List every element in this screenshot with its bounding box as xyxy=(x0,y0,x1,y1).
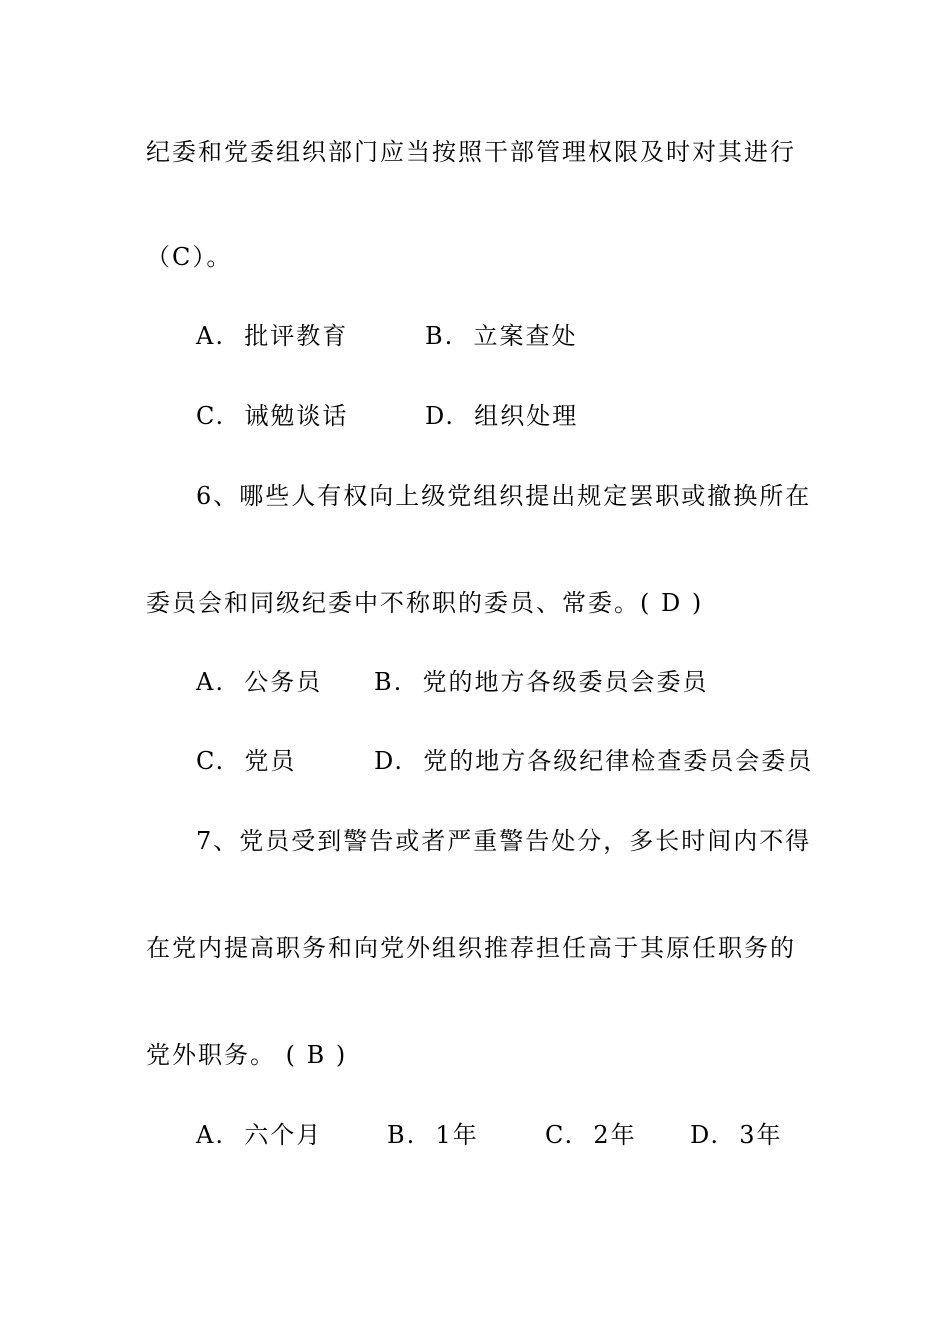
q6-stem-line1: 6、哪些人有权向上级党组织提出规定罢职或撤换所在 xyxy=(196,482,812,510)
q6-option-b: B. 党的地方各级委员会委员 xyxy=(374,668,709,696)
q7-stem-line2: 在党内提高职务和向党外组织推荐担任高于其原任职务的 xyxy=(146,934,796,962)
q5-option-d: D. 组织处理 xyxy=(425,402,579,430)
q5-stem-line1: 纪委和党委组织部门应当按照干部管理权限及时对其进行 xyxy=(146,138,796,166)
q6-option-a: A. 公务员 xyxy=(196,668,323,696)
q7-option-a: A. 六个月 xyxy=(196,1121,323,1149)
q5-stem-line2: （C）。 xyxy=(146,243,233,271)
q6-option-c: C. 党员 xyxy=(196,747,297,775)
q6-stem-line2: 委员会和同级纪委中不称职的委员、常委。( D ) xyxy=(146,589,704,617)
q7-option-c: C. 2年 xyxy=(545,1121,637,1149)
q7-stem-line3: 党外职务。 ( B ) xyxy=(146,1041,348,1069)
q7-option-d: D. 3年 xyxy=(690,1121,783,1149)
q7-stem-line1: 7、党员受到警告或者严重警告处分，多长时间内不得 xyxy=(196,827,812,855)
q6-option-d: D. 党的地方各级纪律检查委员会委员 xyxy=(374,747,814,775)
q5-option-b: B. 立案查处 xyxy=(425,322,578,350)
q5-option-a: A. 批评教育 xyxy=(196,322,349,350)
q5-option-c: C. 诫勉谈话 xyxy=(196,402,349,430)
q7-option-b: B. 1年 xyxy=(387,1121,479,1149)
